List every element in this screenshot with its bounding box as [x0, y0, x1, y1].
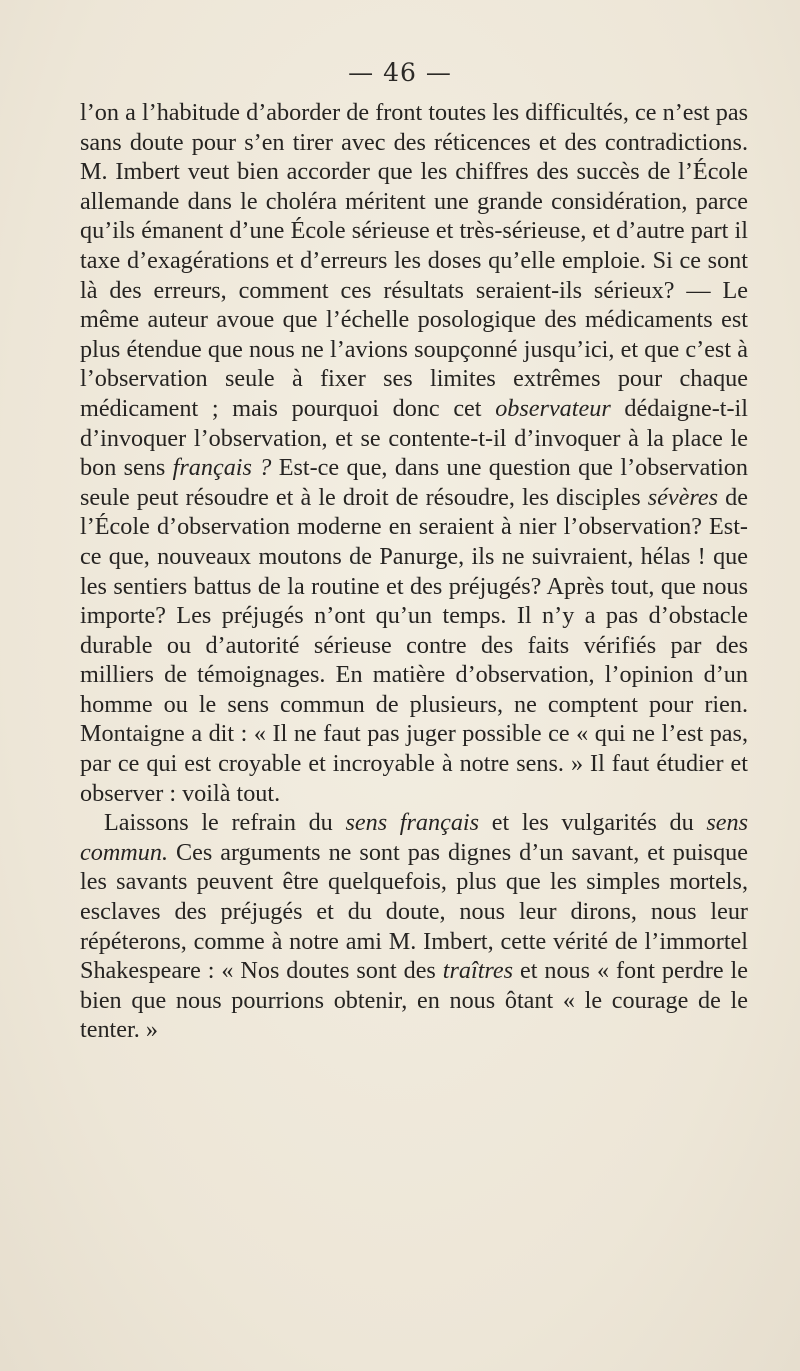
text-run: et les vulgarités du: [479, 809, 707, 837]
paragraph-1: [80, 98, 748, 808]
italic-run: sens français: [345, 809, 480, 837]
text-run: et nous « font perdre le bien que nous pourrions obtenir, en nous ôtant « le courage de le tenter. »: [80, 957, 748, 1044]
italic-run: sévères: [647, 483, 719, 511]
body-text: [80, 98, 748, 1045]
text-run: Laissons le refrain du: [104, 809, 346, 837]
italic-run: français ?: [172, 454, 272, 482]
text-run: de l’École d’observation moderne en seraient à nier l’observation? Est-ce que, nouveaux moutons de Panurge, ils ne suivraient, hélas ! que les sentiers battus de la routine et des préjugés? Après tout, que nous importe? Les préjugés n’ont qu’un temps. Il n’y a pas d’obstacle durable ou d’autorité sérieuse contre des faits vérifiés par des milliers de témoignages. En matière d’observation, l’opinion d’un homme ou le sens commun de plusieurs, ne comptent pour rien. Montaigne a dit : « Il ne faut pas juger possible ce « qui ne l’est pas, par ce qui est croyable et incroyable à notre sens. » Il faut étudier et observer : voilà tout.: [80, 483, 748, 807]
italic-run: sens commun.: [80, 809, 749, 866]
text-run: Ces arguments ne sont pas dignes d’un savant, et puisque les savants peuvent être quelquefois, plus que les simples mortels, esclaves des préjugés et du doute, nous leur dirons, nous leur répéterons, comme à notre ami M. Imbert, cette vérité de l’immortel Shakespeare : « Nos doutes sont des: [80, 838, 748, 985]
text-run: dédaigne-t-il d’invoquer l’observation, et se contente-t-il d’invoquer à la place le bon sens: [80, 394, 748, 482]
italic-run: traîtres: [442, 957, 514, 985]
text-run: l’on a l’habitude d’aborder de front toutes les difficultés, ce n’est pas sans doute pour s’en tirer avec des réticences et des contradictions. M. Imbert veut bien accorder que les chiffres des succès de l’École allemande dans le choléra méritent une grande considération, parce qu’ils émanent d’une École sérieuse et très-sérieuse, et d’autre part il taxe d’exagérations et d’erreurs les doses qu’elle emploie. Si ce sont là des erreurs, comment ces résultats seraient-ils sérieux? — Le même auteur avoue que l’échelle posologique des médicaments est plus étendue que nous ne l’avions soupçonné jusqu’ici, et que c’est à l’observation seule à fixer ses limites extrêmes pour chaque médicament ; mais pourquoi donc cet: [80, 99, 748, 422]
text-run: Est-ce que, dans une question que l’observation seule peut résoudre et à le droit de résoudre, les disciples: [80, 454, 748, 511]
page-number: — 46 —: [348, 58, 452, 87]
italic-run: observateur: [495, 394, 611, 422]
paragraph-2: [80, 808, 748, 1045]
